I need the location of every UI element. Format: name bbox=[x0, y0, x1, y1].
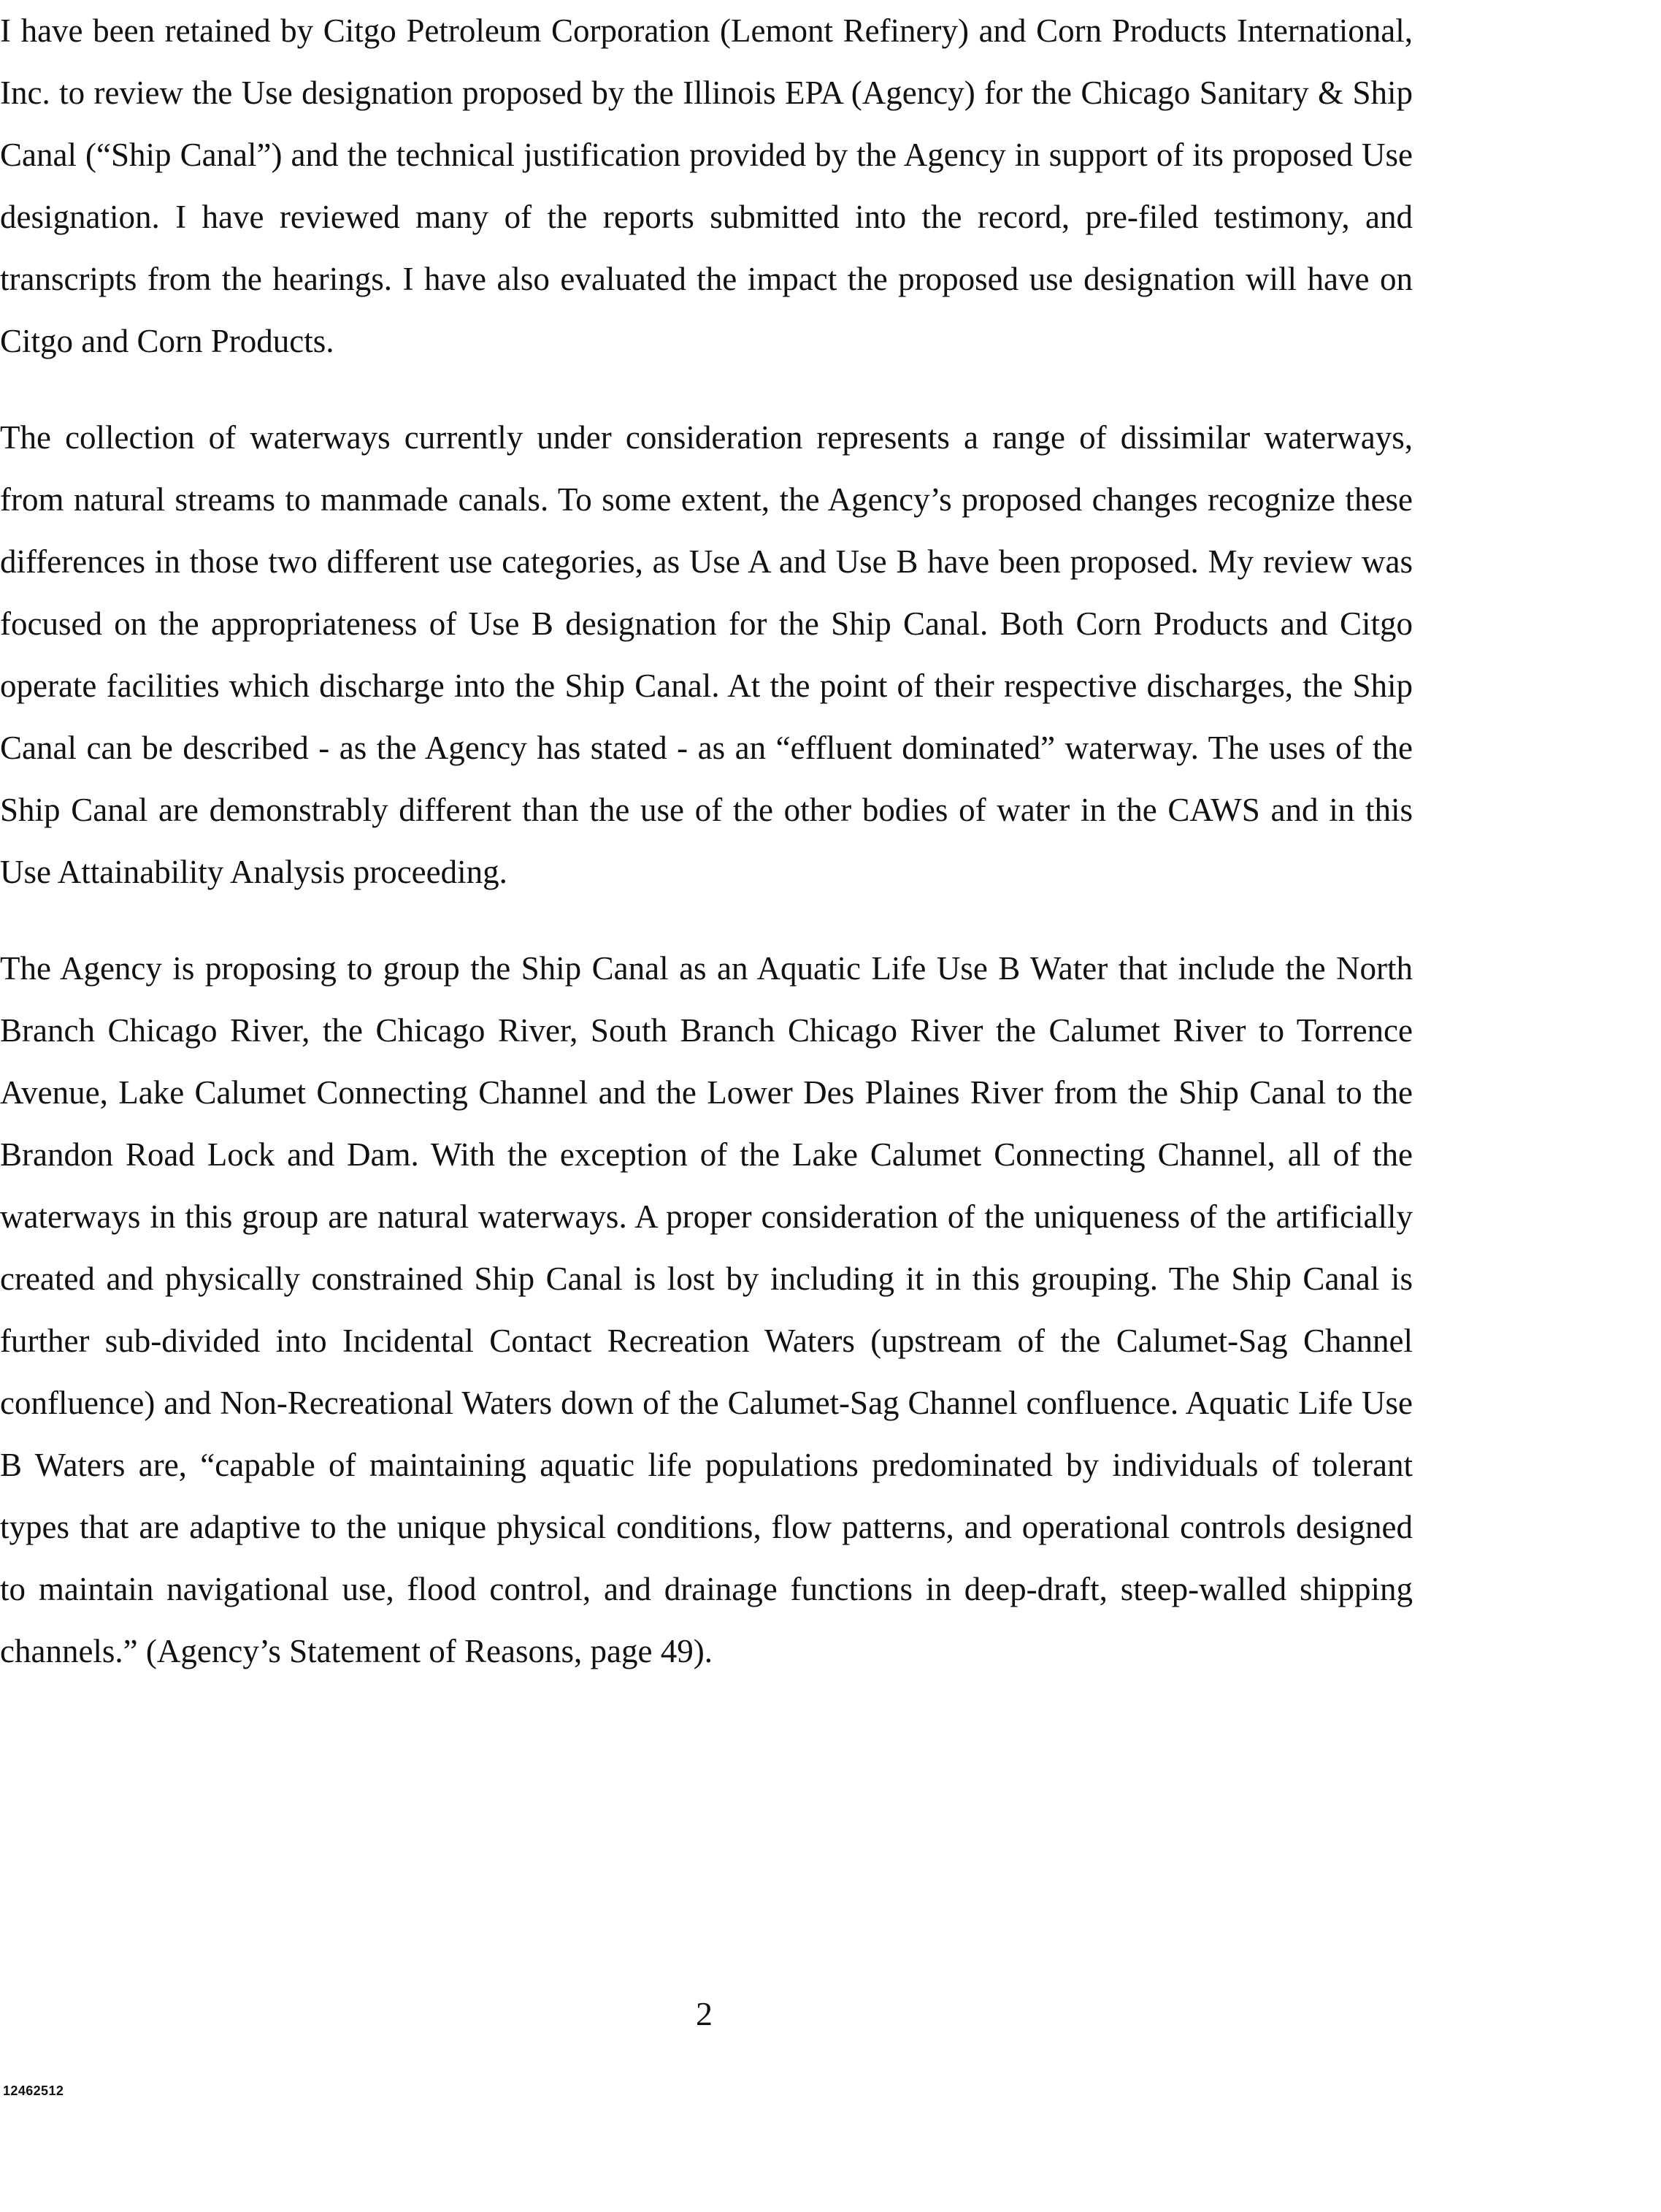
paragraph-ship-canal-grouping: The Agency is proposing to group the Ship Canal as an Aquatic Life Use B Water that include the North Branch Chicago River, the Chicago River, South Branch Chicago River the Calumet River to Torrence Avenue, Lake Calumet Connecting Channel and the Lower Des Plaines River from the Ship Canal to the Brandon Road Lock and Dam. With the exception of the Lake Calumet Connecting Channel, all of the waterways in this group are natural waterways. A proper consideration of the uniqueness of the artificially created and physically constrained Ship Canal is lost by including it in this grouping. The Ship Canal is further sub-divided into Incidental Contact Recreation Waters (upstream of the Calumet-Sag Channel confluence) and Non-Recreational Waters down of the Calumet-Sag Channel confluence. Aquatic Life Use B Waters are, “capable of maintaining aquatic life populations predominated by individuals of tolerant types that are adaptive to the unique physical conditions, flow patterns, and operational controls designed to maintain navigational use, flood control, and drainage functions in deep-draft, steep-walled shipping channels.” (Agency’s Statement of Reasons, page 49). bbox=[0, 950, 1413, 1669]
paragraph-waterways: The collection of waterways currently under consideration represents a range of dissimilar waterways, from natural streams to manmade canals. To some extent, the Agency’s proposed changes recognize these differences in those two different use categories, as Use A and Use B have been proposed. My review was focused on the appropriateness of Use B designation for the Ship Canal. Both Corn Products and Citgo operate facilities which discharge into the Ship Canal. At the point of their respective discharges, the Ship Canal can be described - as the Agency has stated - as an “effluent dominated” waterway. The uses of the Ship Canal are demonstrably different than the use of the other bodies of water in the CAWS and in this Use Attainability Analysis proceeding. bbox=[0, 419, 1413, 890]
paragraph-retention: I have been retained by Citgo Petroleum Corporation (Lemont Refinery) and Corn Products International, Inc. to review the Use designation proposed by the Illinois EPA (Agency) for the Chicago Sanitary & Ship Canal (“Ship Canal”) and the technical justification provided by the Agency in support of its proposed Use designation. I have reviewed many of the reports submitted into the record, pre-filed testimony, and transcripts from the hearings. I have also evaluated the impact the proposed use designation will have on Citgo and Corn Products. bbox=[0, 12, 1413, 359]
document-id: 12462512 bbox=[3, 2083, 64, 2098]
page-number: 2 bbox=[696, 1995, 713, 2032]
